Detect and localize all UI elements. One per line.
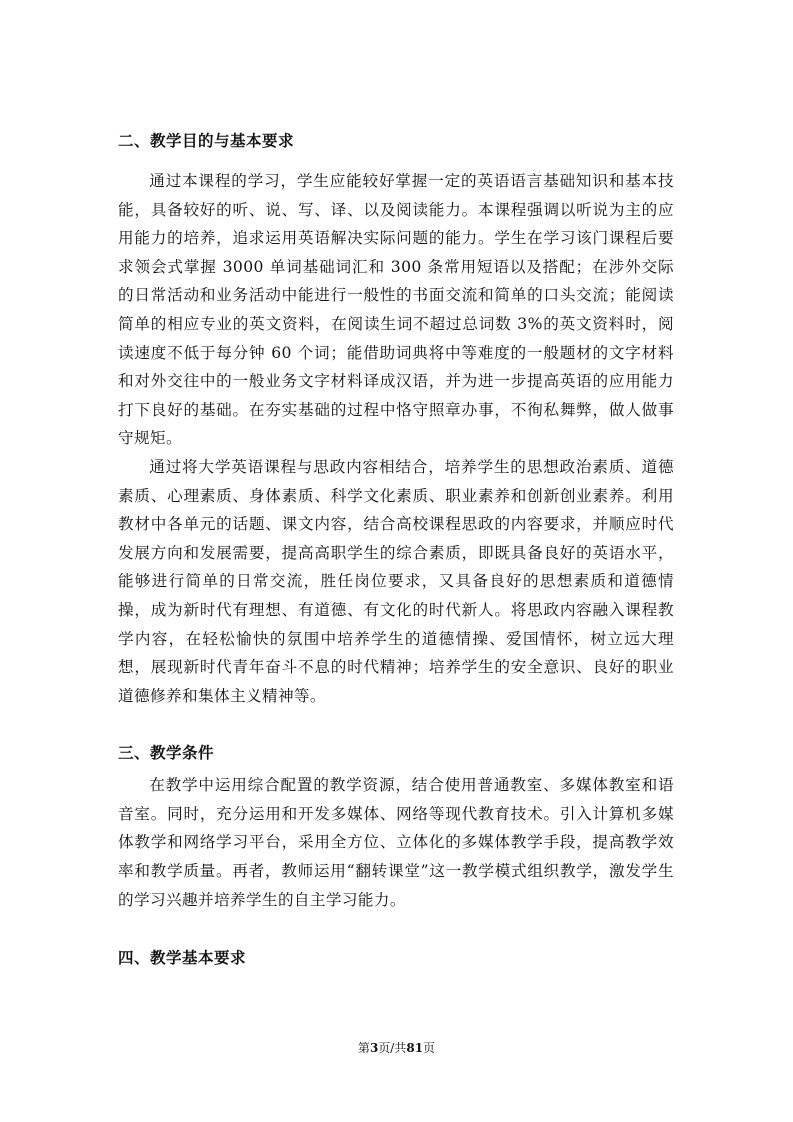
page-content	[118, 131, 674, 968]
footer-prefix: 第	[357, 1041, 370, 1055]
current-page-number: 3	[369, 1041, 379, 1055]
section-heading-teaching-goals: 二、教学目的与基本要求	[118, 132, 295, 150]
footer-middle: 页/共	[378, 1041, 407, 1055]
total-page-count: 81	[406, 1041, 424, 1055]
paragraph-teaching-goals-2: 通过将大学英语课程与思政内容相结合，培养学生的思想政治素质、道德素质、心理素质、身体素质、科学文化素质、职业素养和创新创业素养。利用教材中各单元的话题、课文内容，结合高校课程思政的内容要求，并顺应时代发展方向和发展需要，提高高职学生的综合素质，即既具备良好的英语水平，能够进行简单的日常交流，胜任岗位要求，又具备良好的思想素质和道德情操，成为新时代有理想、有道德、有文化的时代新人。将思政内容融入课程教学内容，在轻松愉快的氛围中培养学生的道德情操、爱国情怀，树立远大理想，展现新时代青年奋斗不息的时代精神；培养学生的安全意识、良好的职业道德修养和集体主义精神等。	[118, 457, 674, 705]
paragraph-teaching-conditions: 在教学中运用综合配置的教学资源，结合使用普通教室、多媒体教室和语音室。同时，充分运用和开发多媒体、网络等现代教育技术。引入计算机多媒体教学和网络学习平台，采用全方位、立体化的多媒体教学手段，提高教学效率和教学质量。再者，教师运用“翻转课堂”这一教学模式组织教学，激发学生的学习兴趣并培养学生的自主学习能力。	[118, 776, 674, 909]
page-footer	[0, 1040, 793, 1056]
paragraph-teaching-goals-1: 通过本课程的学习，学生应能较好掌握一定的英语语言基础知识和基本技能，具备较好的听、说、写、译、以及阅读能力。本课程强调以听说为主的应用能力的培养，追求运用英语解决实际问题的能力。学生在学习该门课程后要求领会式掌握 3000 单词基础词汇和 300 条常用短语以及搭配；在涉外交际的日常活动和业务活动中能进行一般性的书面交流和简单的口头交流；能阅读简单的相应专业的英文资料，在阅读生词不超过总词数 3%的英文资料时，阅读速度不低于每分钟 60 个词；能借助词典将中等难度的一般题材的文字材料和对外交往中的一般业务文字材料译成汉语，并为进一步提高英语的应用能力打下良好的基础。在夯实基础的过程中恪守照章办事，不徇私舞弊，做人做事守规矩。	[118, 172, 674, 448]
section-heading-teaching-conditions: 三、教学条件	[118, 744, 215, 763]
footer-suffix: 页	[423, 1041, 436, 1055]
section-heading-basic-requirements: 四、教学基本要求	[118, 949, 247, 968]
